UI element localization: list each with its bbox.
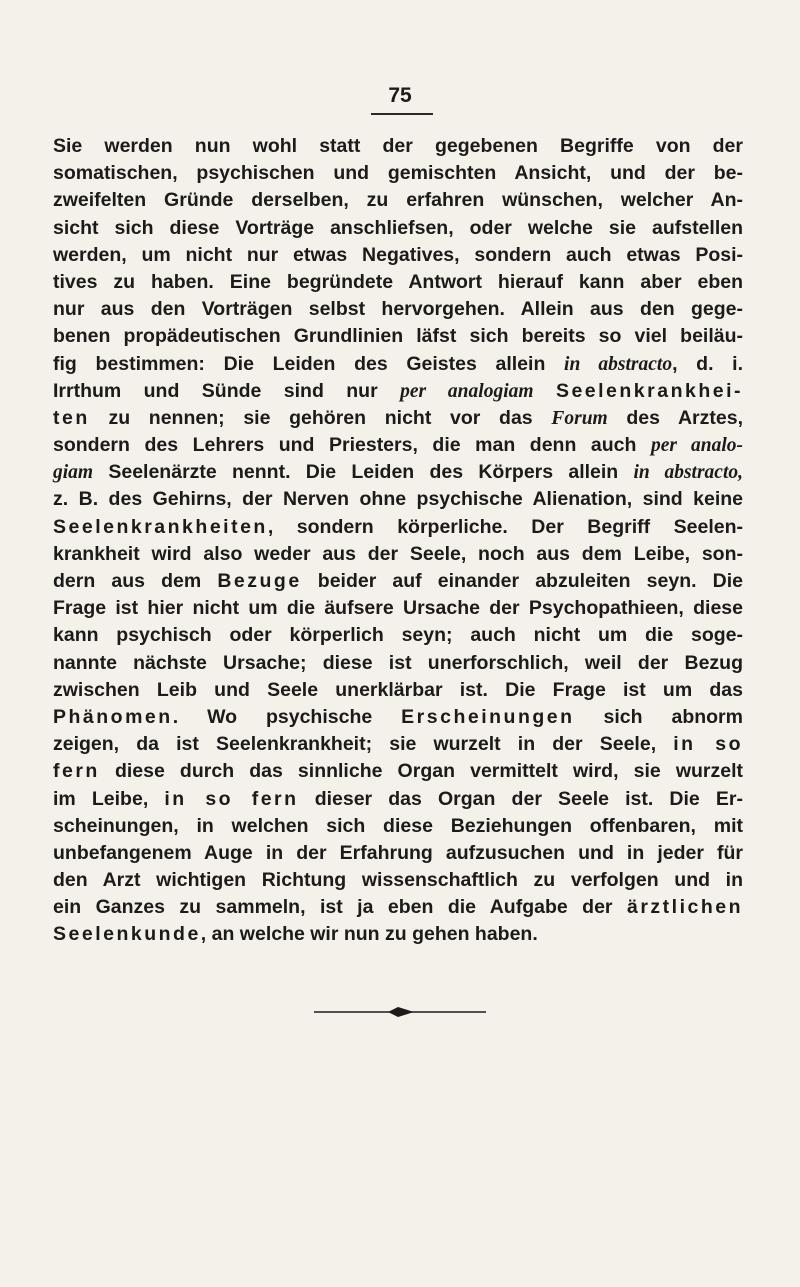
text-run: dieser das Organ der Seele ist. Die Er-	[298, 787, 743, 810]
text-run: kann psychisch oder körperlich seyn; auch nicht um die soge-	[53, 624, 743, 647]
text-run: Irrthum und Sünde sind nur	[53, 379, 401, 402]
text-run: ein Ganzes zu sammeln, ist ja eben die Aufgabe der	[53, 896, 627, 919]
text-line	[53, 786, 743, 813]
italic-text: Forum	[551, 407, 608, 429]
text-run: unbefangenem Auge in der Erfahrung aufzusuchen und in jeder für	[53, 841, 743, 864]
spaced-text: ten	[53, 406, 90, 429]
text-run: diese durch das sinnliche Organ vermittelt wird, sie wurzelt	[99, 760, 743, 783]
text-run: werden, um nicht nur etwas Negatives, sondern auch etwas Posi-	[53, 243, 743, 266]
spaced-text: Seelenkrankheiten	[53, 515, 268, 538]
text-line	[53, 595, 743, 622]
spaced-text: Bezuge	[217, 570, 302, 592]
text-run: nur aus den Vorträgen selbst hervorgehen. Allein aus den gege-	[53, 298, 743, 321]
text-run: sicht sich diese Vorträge anschliefsen, oder welche sie aufstellen	[53, 216, 743, 239]
text-line	[53, 704, 743, 731]
text-line	[53, 323, 743, 350]
spaced-text: Erscheinungen	[401, 705, 575, 728]
text-line	[53, 921, 743, 948]
text-line	[53, 160, 743, 187]
text-run: Seelenärzte nennt. Die Leiden des Körpers allein	[93, 461, 634, 484]
text-run: dern aus dem	[53, 570, 218, 592]
page-number-rule	[371, 113, 433, 115]
text-run: tives zu haben. Eine begründete Antwort hierauf kann aber eben	[53, 270, 743, 293]
italic-text: per analo-	[651, 435, 744, 457]
text-run: nannte nächste Ursache; diese ist unerforschlich, weil der Bezug	[53, 651, 743, 674]
spaced-text: Seelenkunde	[53, 923, 201, 946]
text-line	[53, 269, 743, 296]
spaced-text: fern	[53, 760, 100, 783]
spaced-text: ärztlichen	[626, 896, 743, 919]
spaced-text: Seelenkrankhei-	[555, 379, 744, 402]
text-line	[53, 405, 743, 432]
italic-text: in abstracto	[564, 353, 673, 375]
text-line	[53, 187, 743, 214]
text-line	[53, 731, 743, 758]
text-run: . Wo psychische	[172, 705, 402, 728]
text-line	[53, 677, 743, 704]
text-run: im Leibe,	[53, 787, 165, 810]
text-run: Sie werden nun wohl statt der gegebenen Begriffe von der	[53, 135, 743, 157]
italic-text: per analogiam	[400, 380, 534, 402]
text-run: zeigen, da ist Seelenkrankheit; sie wurzelt in der Seele,	[53, 733, 674, 756]
text-line	[53, 215, 743, 242]
body-text	[53, 133, 743, 949]
text-run: benen propädeutischen Grundlinien läfst sich bereits so viel beiläu-	[53, 325, 743, 348]
text-run: fig bestimmen: Die Leiden des Geistes allein	[53, 352, 565, 375]
closing-ornament	[310, 1000, 490, 1024]
text-line	[53, 351, 743, 378]
text-run: scheinungen, in welchen sich diese Beziehungen offenbaren, mit	[53, 814, 743, 837]
text-line	[53, 378, 743, 405]
text-line	[53, 514, 743, 541]
spaced-text: in so	[673, 733, 743, 756]
text-line	[53, 459, 743, 486]
text-run: , sondern körperliche. Der Begriff Seelen-	[267, 515, 743, 538]
text-line	[53, 622, 743, 649]
text-line	[53, 867, 743, 894]
text-run	[534, 380, 556, 402]
text-run: Frage ist hier nicht um die äufsere Ursache der Psychopathieen, diese	[53, 597, 743, 620]
text-run: zwischen Leib und Seele unerklärbar ist. Die Frage ist um das	[53, 678, 743, 701]
text-line	[53, 432, 743, 459]
text-line	[53, 758, 743, 785]
text-run: des Arztes,	[607, 406, 743, 429]
text-line	[53, 541, 743, 568]
text-run: , d. i.	[672, 352, 744, 375]
text-line	[53, 840, 743, 867]
text-run: sich abnorm	[574, 705, 743, 728]
text-run: zu nennen; sie gehören nicht vor das	[89, 406, 552, 429]
text-line	[53, 296, 743, 323]
page-number: 75	[388, 84, 412, 107]
text-line	[53, 813, 743, 840]
text-run: den Arzt wichtigen Richtung wissenschaftlich zu verfolgen und in	[53, 869, 743, 892]
text-run: z. B. des Gehirns, der Nerven ohne psychische Alienation, sind keine	[53, 488, 743, 511]
spaced-text: Phänomen	[53, 705, 173, 728]
text-run: , an welche wir nun zu gehen haben.	[200, 923, 538, 946]
text-run: somatischen, psychischen und gemischten Ansicht, und der be-	[53, 162, 743, 185]
text-line	[53, 242, 743, 269]
italic-text: in abstracto,	[633, 462, 744, 484]
italic-text: giam	[53, 462, 94, 484]
text-line	[53, 650, 743, 677]
text-line	[53, 133, 743, 160]
text-run: zweifelten Gründe derselben, zu erfahren wünschen, welcher An-	[53, 189, 743, 212]
text-run: krankheit wird also weder aus der Seele, noch aus dem Leibe, son-	[53, 542, 743, 565]
text-line	[53, 486, 743, 513]
text-line	[53, 894, 743, 921]
text-run: beider auf einander abzuleiten seyn. Die	[301, 570, 743, 592]
text-line	[53, 568, 743, 595]
spaced-text: in so fern	[164, 787, 299, 810]
text-run: sondern des Lehrers und Priesters, die man denn auch	[53, 434, 651, 457]
